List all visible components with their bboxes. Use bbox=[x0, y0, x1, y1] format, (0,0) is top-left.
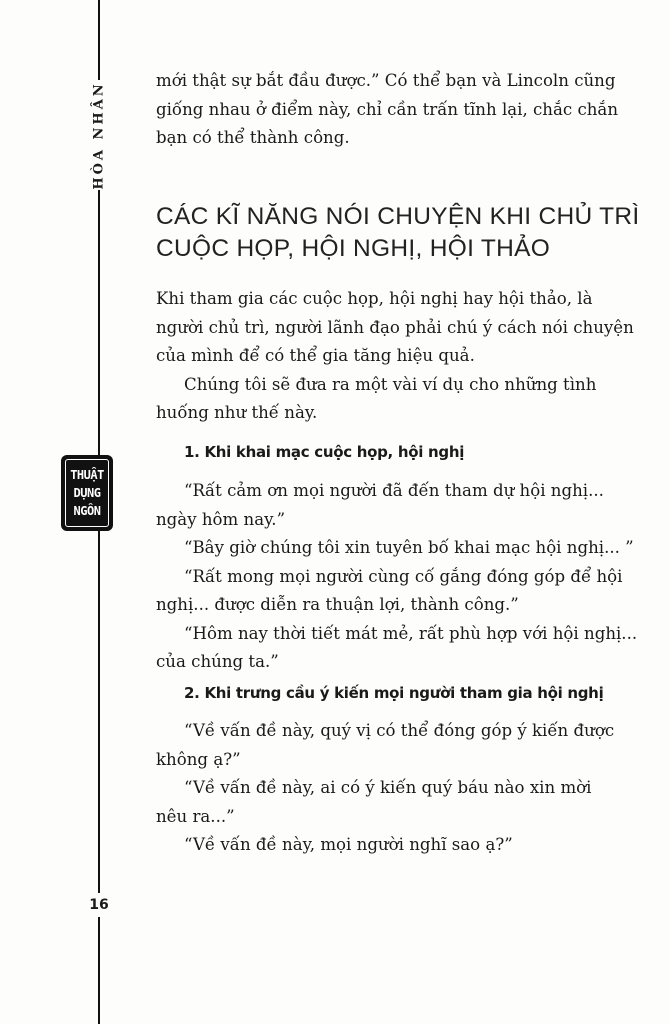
quote-line: “Hôm nay thời tiết mát mẻ, rất phù hợp với hội nghị... bbox=[184, 623, 638, 643]
subheading-1: 1. Khi khai mạc cuộc họp, hội nghị bbox=[184, 443, 465, 461]
section-title bbox=[156, 201, 640, 265]
quote-line: “Bây giờ chúng tôi xin tuyên bố khai mạc hội nghị... ” bbox=[184, 538, 634, 557]
text-line: người chủ trì, người lãnh đạo phải chú ý cách nói chuyện bbox=[156, 317, 634, 337]
quote-line: “Về vấn đề này, mọi người nghĩ sao ạ?” bbox=[184, 835, 513, 854]
quote-line: nghị... được diễn ra thuận lợi, thành công.” bbox=[156, 595, 519, 614]
running-header-text: HÒA NHÂN bbox=[91, 80, 107, 190]
quote-line: “Rất mong mọi người cùng cố gắng đóng góp để hội bbox=[184, 566, 623, 586]
text-line: của mình để có thể gia tăng hiệu quả. bbox=[156, 346, 475, 365]
logo-word: THUẬT bbox=[70, 468, 104, 482]
quote-line: không ạ?” bbox=[156, 749, 241, 769]
margin-rule-top bbox=[98, 0, 100, 80]
text-line: mới thật sự bắt đầu được.” Có thể bạn và Lincoln cũng bbox=[156, 71, 616, 90]
logo-word: DỤNG bbox=[73, 486, 101, 500]
paragraph bbox=[156, 285, 634, 428]
quote-line: “Rất cảm ơn mọi người đã đến tham dự hội nghị... bbox=[184, 481, 604, 500]
text-line: Chúng tôi sẽ đưa ra một vài ví dụ cho những tình bbox=[184, 374, 597, 394]
quote-line: nêu ra...” bbox=[156, 806, 235, 826]
quote-line: “Về vấn đề này, quý vị có thể đóng góp ý kiến được bbox=[184, 721, 615, 740]
quote-line: ngày hôm nay.” bbox=[156, 509, 286, 529]
running-header bbox=[85, 80, 113, 190]
margin-rule-middle bbox=[98, 190, 100, 456]
intro-paragraph bbox=[156, 67, 619, 153]
logo-word: NGÔN bbox=[73, 504, 101, 518]
text-line: Khi tham gia các cuộc họp, hội nghị hay hội thảo, là bbox=[156, 289, 593, 308]
section-title-line: CUỘC HỌP, HỘI NGHỊ, HỘI THẢO bbox=[156, 235, 551, 262]
text-line: bạn có thể thành công. bbox=[156, 128, 350, 147]
text-line: huống như thế này. bbox=[156, 403, 318, 422]
quotes-list-1 bbox=[156, 477, 638, 677]
quote-line: của chúng ta.” bbox=[156, 652, 279, 671]
section-title-line: CÁC KĨ NĂNG NÓI CHUYỆN KHI CHỦ TRÌ bbox=[156, 203, 640, 230]
book-logo bbox=[62, 456, 112, 530]
margin-rule-lower bbox=[98, 530, 100, 1024]
text-line: giống nhau ở điểm này, chỉ cần trấn tĩnh lại, chắc chắn bbox=[156, 99, 619, 119]
quote-line: “Về vấn đề này, ai có ý kiến quý báu nào xin mời bbox=[184, 778, 592, 797]
page-number: 16 bbox=[86, 893, 112, 917]
quotes-list-2 bbox=[156, 717, 615, 860]
subheading-2: 2. Khi trưng cầu ý kiến mọi người tham gia hội nghị bbox=[184, 684, 604, 702]
